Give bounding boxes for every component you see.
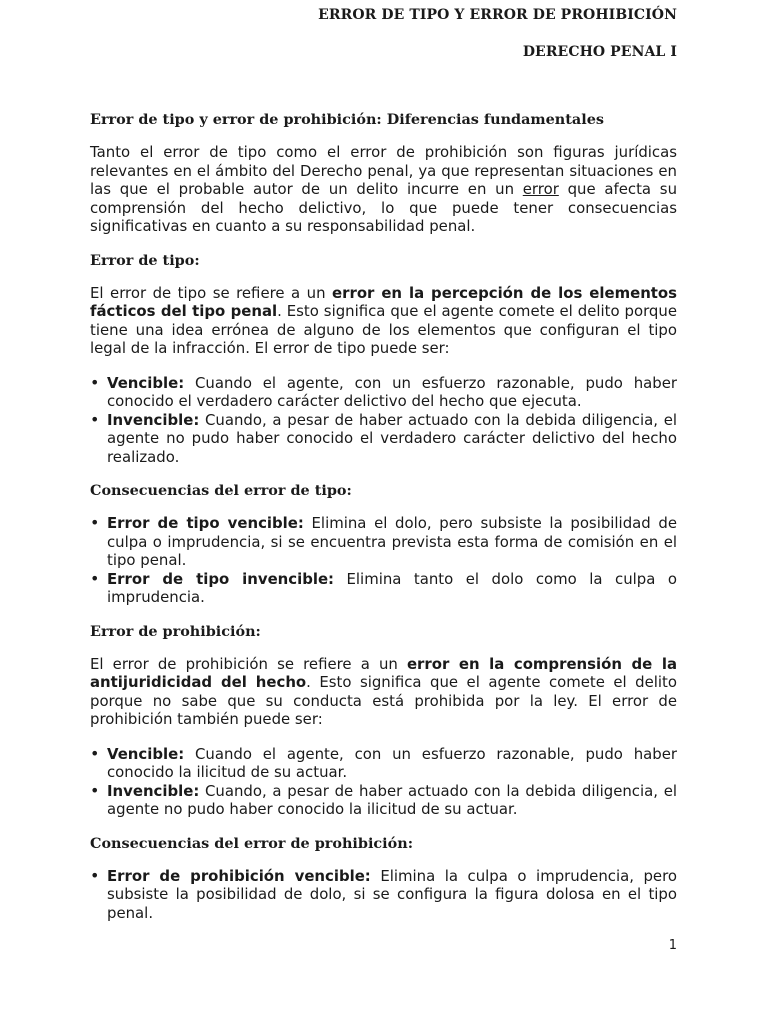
intro-text-after: que afecta su comprensión del hecho delictivo, lo que puede tener consecuencias significativas en cuanto a su responsabilidad penal. xyxy=(90,180,678,235)
error-tipo-definition-bold: error en la percepción de los elementos fácticos del tipo penal xyxy=(90,283,678,320)
list-item xyxy=(107,570,677,607)
list-item-term: Vencible: xyxy=(107,373,185,392)
list-item-term: Error de tipo vencible: xyxy=(107,514,304,532)
list-item-term: Error de prohibición vencible: xyxy=(107,866,371,885)
list-item-text: Cuando, a pesar de haber actuado con la debida diligencia, el agente no pudo haber conocido la ilicitud de su actuar. xyxy=(107,781,677,818)
error-prohibicion-text-after: . Esto significa que el agente comete el delito porque no sabe que su conducta está prohibida por la ley. El error de prohibición también puede ser: xyxy=(90,673,677,728)
document-title: Error de tipo y error de prohibición: Diferencias fundamentales xyxy=(90,111,604,128)
error-tipo-text-after: . Esto significa que el agente comete el delito porque tiene una idea errónea de alguno de los elementos que configuran el tipo legal de la infracción. El error de tipo puede ser: xyxy=(90,302,677,357)
intro-text-before: Tanto el error de tipo como el error de prohibición son figuras jurídicas relevantes en el ámbito del Derecho penal, ya que representan situaciones en las que el probable autor de un delito incurre en un xyxy=(90,143,677,198)
section-heading-consecuencias-prohibicion: Consecuencias del error de prohibición: xyxy=(90,834,414,852)
list-item-text: Cuando el agente, con un esfuerzo razonable, pudo haber conocido el verdadero carácter delictivo del hecho que ejecuta. xyxy=(107,373,677,410)
list-item-text: Cuando el agente, con un esfuerzo razonable, pudo haber conocido la ilicitud de su actuar. xyxy=(107,744,677,781)
error-prohibicion-text-before: El error de prohibición se refiere a un xyxy=(90,654,407,673)
list-item xyxy=(107,867,677,923)
error-prohibicion-list xyxy=(90,745,677,819)
error-link[interactable]: error xyxy=(522,180,559,198)
header-title: ERROR DE TIPO Y ERROR DE PROHIBICIÓN xyxy=(318,7,677,23)
consecuencias-tipo-list xyxy=(90,514,677,607)
error-prohibicion-definition-bold: error en la comprensión de la antijuridicidad del hecho xyxy=(90,654,677,691)
section-heading-error-prohibicion: Error de prohibición: xyxy=(90,622,261,640)
section-heading-error-tipo: Error de tipo: xyxy=(90,251,200,269)
consecuencias-prohibicion-list xyxy=(90,867,677,923)
document-body xyxy=(90,111,677,938)
error-tipo-paragraph xyxy=(90,284,677,358)
intro-paragraph xyxy=(90,143,677,236)
list-item xyxy=(107,374,677,411)
error-tipo-text-before: El error de tipo se refiere a un xyxy=(90,283,333,302)
list-item-text: Elimina tanto el dolo como la culpa o imprudencia. xyxy=(107,569,677,606)
list-item-term: Invencible: xyxy=(107,781,200,800)
list-item-text: Elimina la culpa o imprudencia, pero subsiste la posibilidad de dolo, si se configura la figura dolosa en el tipo penal. xyxy=(107,866,677,922)
list-item xyxy=(107,782,677,819)
list-item-term: Error de tipo invencible: xyxy=(107,569,335,588)
page-number: 1 xyxy=(668,938,677,953)
list-item-term: Vencible: xyxy=(107,744,185,763)
error-tipo-list xyxy=(90,374,677,467)
list-item xyxy=(107,411,677,467)
list-item xyxy=(107,514,677,570)
header-subject: DERECHO PENAL I xyxy=(522,44,677,60)
error-prohibicion-paragraph xyxy=(90,655,677,729)
list-item-term: Invencible: xyxy=(107,410,200,429)
list-item-text: Cuando, a pesar de haber actuado con la debida diligencia, el agente no pudo haber conocido el verdadero carácter delictivo del hecho realizado. xyxy=(107,410,677,466)
list-item xyxy=(107,745,677,782)
section-heading-consecuencias-tipo: Consecuencias del error de tipo: xyxy=(90,482,352,499)
list-item-text: Elimina el dolo, pero subsiste la posibilidad de culpa o imprudencia, si se encuentra prevista esta forma de comisión en el tipo penal. xyxy=(107,514,678,569)
